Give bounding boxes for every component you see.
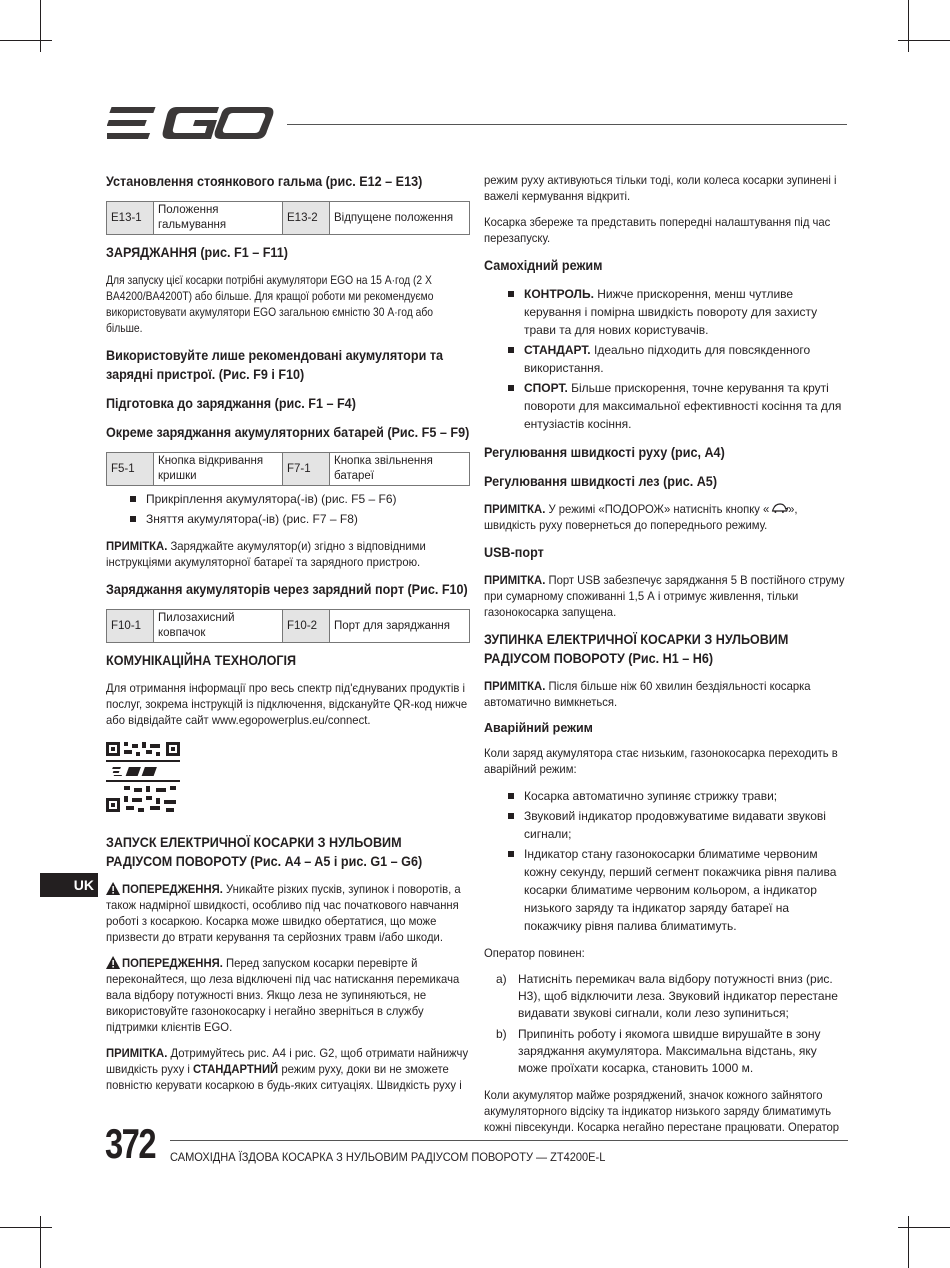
table-cell: Порт для заряджання — [330, 610, 470, 643]
table-row — [107, 202, 470, 235]
table-cell: Кнопка відкривання кришки — [154, 453, 283, 486]
crop-mark — [908, 1216, 909, 1268]
heading-port: Заряджання акумуляторів через зарядний порт (Рис. F10) — [106, 581, 468, 597]
list-item: Косарка автоматично зупиняє стрижку трави; — [484, 787, 848, 805]
qr-code — [106, 742, 180, 814]
heading-separate: Окреме заряджання акумуляторних батарей (Рис. F5 – F9) — [106, 424, 470, 440]
turtle-icon — [769, 503, 788, 513]
list-item: СПОРТ. Більше прискорення, точне керування та круті повороти для максимальної ефективності косіння та для ентузіастів косіння. — [484, 379, 848, 433]
warning-paragraph: ПОПЕРЕДЖЕННЯ. Перед запуском косарки перевірте й переконайтеся, що леза відключені під час натискання перемикача вала відбору потужності вниз. Якщо леза не зупиняються, не використовуйте газонокосарку і негайно зверніться в службу підтримки клієнтів EGO. — [106, 956, 460, 1034]
list-item: a) Натисніть перемикач вала відбору потужності вниз (рис. H3), щоб відключити леза. Звуковий індикатор перестане видавати звукові сигнали, коли лезо зупиниться; — [496, 972, 838, 1020]
heading-self: Самохідний режим — [484, 257, 603, 273]
table-cell: Пилозахисний ковпачок — [154, 610, 283, 643]
list-item: СТАНДАРТ. Ідеально підходить для повсякденного використання. — [484, 341, 848, 377]
left-column — [106, 172, 470, 1103]
paragraph: Оператор повинен: — [484, 946, 585, 960]
paragraph: Коли заряд акумулятора стає низьким, газонокосарка переходить в аварійний режим: — [484, 746, 838, 776]
crop-mark — [40, 1216, 41, 1268]
brake-table — [106, 201, 470, 235]
heading-usb: USB-порт — [484, 544, 544, 560]
crop-mark — [0, 1227, 52, 1228]
crop-mark — [0, 40, 52, 41]
table-cell: Кнопка звільнення батареї — [330, 453, 470, 486]
port-table — [106, 609, 470, 643]
table-cell: E13-2 — [283, 202, 330, 235]
crop-mark — [40, 0, 41, 52]
list-item: b) Припиніть роботу і якомога швидше вирушайте в зону заряджання акумулятора. Максимальна відстань, яку може проїхати косарка, становить 1000 м. — [496, 1027, 821, 1075]
heading-emergency: Аварійний режим — [484, 721, 593, 735]
paragraph: режим руху активуються тільки тоді, коли колеса косарки зупинені і важелі кермування відкриті. — [484, 173, 837, 203]
paragraph: Коли акумулятор майже розряджений, значок кожного зайнятого акумуляторного відсіку та індикатор низького заряду блиматимуть кожні півсекунди. Косарка негайно перестане працювати. Оператор — [484, 1088, 840, 1134]
heading-comm: КОМУНІКАЦІЙНА ТЕХНОЛОГІЯ — [106, 652, 297, 668]
paragraph: Для запуску цієї косарки потрібні акумулятори EGO на 15 А·год (2 X BA4200/BA4200T) або більше. Для кращої роботи ми рекомендуємо використовувати акумулятори EGO загальною ємністю 30 А·год або більше. — [106, 273, 434, 335]
self-list — [484, 285, 848, 433]
list-item: Індикатор стану газонокосарки блиматиме червоним кожну секунду, перший сегмент покажчика рівня палива косарки блиматиме червоним кольором, а індикатор низького заряду та індикатор заряду батареї на покажчику рівня палива блиматимуть. — [484, 845, 848, 935]
crop-mark — [898, 40, 950, 41]
ego-logo — [107, 103, 277, 143]
header-rule — [287, 124, 847, 125]
heading-prep: Підготовка до заряджання (рис. F1 – F4) — [106, 395, 356, 411]
emergency-list — [484, 787, 848, 935]
list-item: Зняття акумулятора(-ів) (рис. F7 – F8) — [106, 510, 470, 528]
heading-blade: Регулювання швидкості лез (рис. A5) — [484, 473, 718, 489]
language-tab: UK — [40, 873, 98, 897]
note-paragraph: ПРИМІТКА. Заряджайте акумулятор(и) згідно з відповідними інструкціями акумуляторної батареї та зарядного пристрою. — [106, 539, 426, 569]
separate-list — [106, 490, 470, 528]
note-paragraph: ПРИМІТКА. Порт USB забезпечує заряджання 5 В постійного струму при сумарному споживанні 1,5 А і отримує живлення, тільки газонокосарка запущена. — [484, 573, 845, 619]
right-column — [484, 172, 848, 1145]
table-cell: Положення гальмування — [154, 202, 283, 235]
note-paragraph: ПРИМІТКА. У режимі «ПОДОРОЖ» натисніть кнопку « », швидкість руху повернеться до попереднього режиму. — [484, 502, 798, 532]
warning-icon — [106, 882, 120, 895]
footer-title: САМОХІДНА ЇЗДОВА КОСАРКА З НУЛЬОВИМ РАДІУСОМ ПОВОРОТУ — ZT4200E-L — [170, 1150, 606, 1164]
table-row — [107, 610, 470, 643]
list-item: КОНТРОЛЬ. Нижче прискорення, менш чутливе керування і помірна швидкість повороту для захисту трави та для нових користувачів. — [484, 285, 848, 339]
heading-charging: ЗАРЯДЖАННЯ (рис. F1 – F11) — [106, 244, 288, 260]
table-row — [107, 453, 470, 486]
heading-start: ЗАПУСК ЕЛЕКТРИЧНОЇ КОСАРКИ З НУЛЬОВИМ РАДІУСОМ ПОВОРОТУ (Рис. A4 – A5 і рис. G1 – G6) — [106, 834, 423, 869]
crop-mark — [908, 0, 909, 52]
paragraph: Для отримання інформації про весь спектр під'єднуваних продуктів і послуг, зокрема інструкцій із підключення, відскануйте QR-код нижче або відвідайте сайт www.egopowerplus.eu/connect. — [106, 681, 468, 727]
note-paragraph: ПРИМІТКА. Після більше ніж 60 хвилин бездіяльності косарка автоматично вимкнеться. — [484, 679, 811, 709]
table-cell: E13-1 — [107, 202, 154, 235]
list-item: Звуковий індикатор продовжуватиме видавати звукові сигнали; — [484, 807, 848, 843]
separate-table — [106, 452, 470, 486]
crop-mark — [898, 1227, 950, 1228]
warning-paragraph: ПОПЕРЕДЖЕННЯ. Уникайте різких пусків, зупинок і поворотів, а також надмірної швидкості, особливо під час початкового навчання роботі з косаркою. Косарка може швидко обертатися, що може призвести до втрати керування та серйозних травм і/або шкоди. — [106, 882, 461, 944]
table-cell: F10-2 — [283, 610, 330, 643]
table-cell: F7-1 — [283, 453, 330, 486]
paragraph: Косарка збереже та представить попередні налаштування під час перезапуску. — [484, 215, 831, 245]
note-paragraph: ПРИМІТКА. Дотримуйтесь рис. A4 і рис. G2, щоб отримати найнижчу швидкість руху і СТАНДАРТНИЙ режим руху, доки ви не зможете повністю керувати косаркою в будь-яких ситуаціях. Швидкість руху і — [106, 1046, 469, 1092]
heading-brake: Установлення стоянкового гальма (рис. E12 – E13) — [106, 173, 423, 189]
heading-recommended: Використовуйте лише рекомендовані акумулятори та зарядні пристрої. (Рис. F9 і F10) — [106, 347, 444, 382]
footer-rule — [170, 1140, 848, 1141]
table-cell: Відпущене положення — [330, 202, 470, 235]
heading-speed: Регулювання швидкості руху (рис, A4) — [484, 444, 725, 460]
heading-stop: ЗУПИНКА ЕЛЕКТРИЧНОЇ КОСАРКИ З НУЛЬОВИМ РАДІУСОМ ПОВОРОТУ (Рис. H1 – H6) — [484, 631, 789, 666]
warning-icon — [106, 956, 120, 969]
page-number: 372 — [105, 1120, 155, 1167]
list-item: Прикріплення акумулятора(-ів) (рис. F5 – F6) — [106, 490, 470, 508]
operator-steps — [484, 971, 848, 1077]
table-cell: F5-1 — [107, 453, 154, 486]
table-cell: F10-1 — [107, 610, 154, 643]
